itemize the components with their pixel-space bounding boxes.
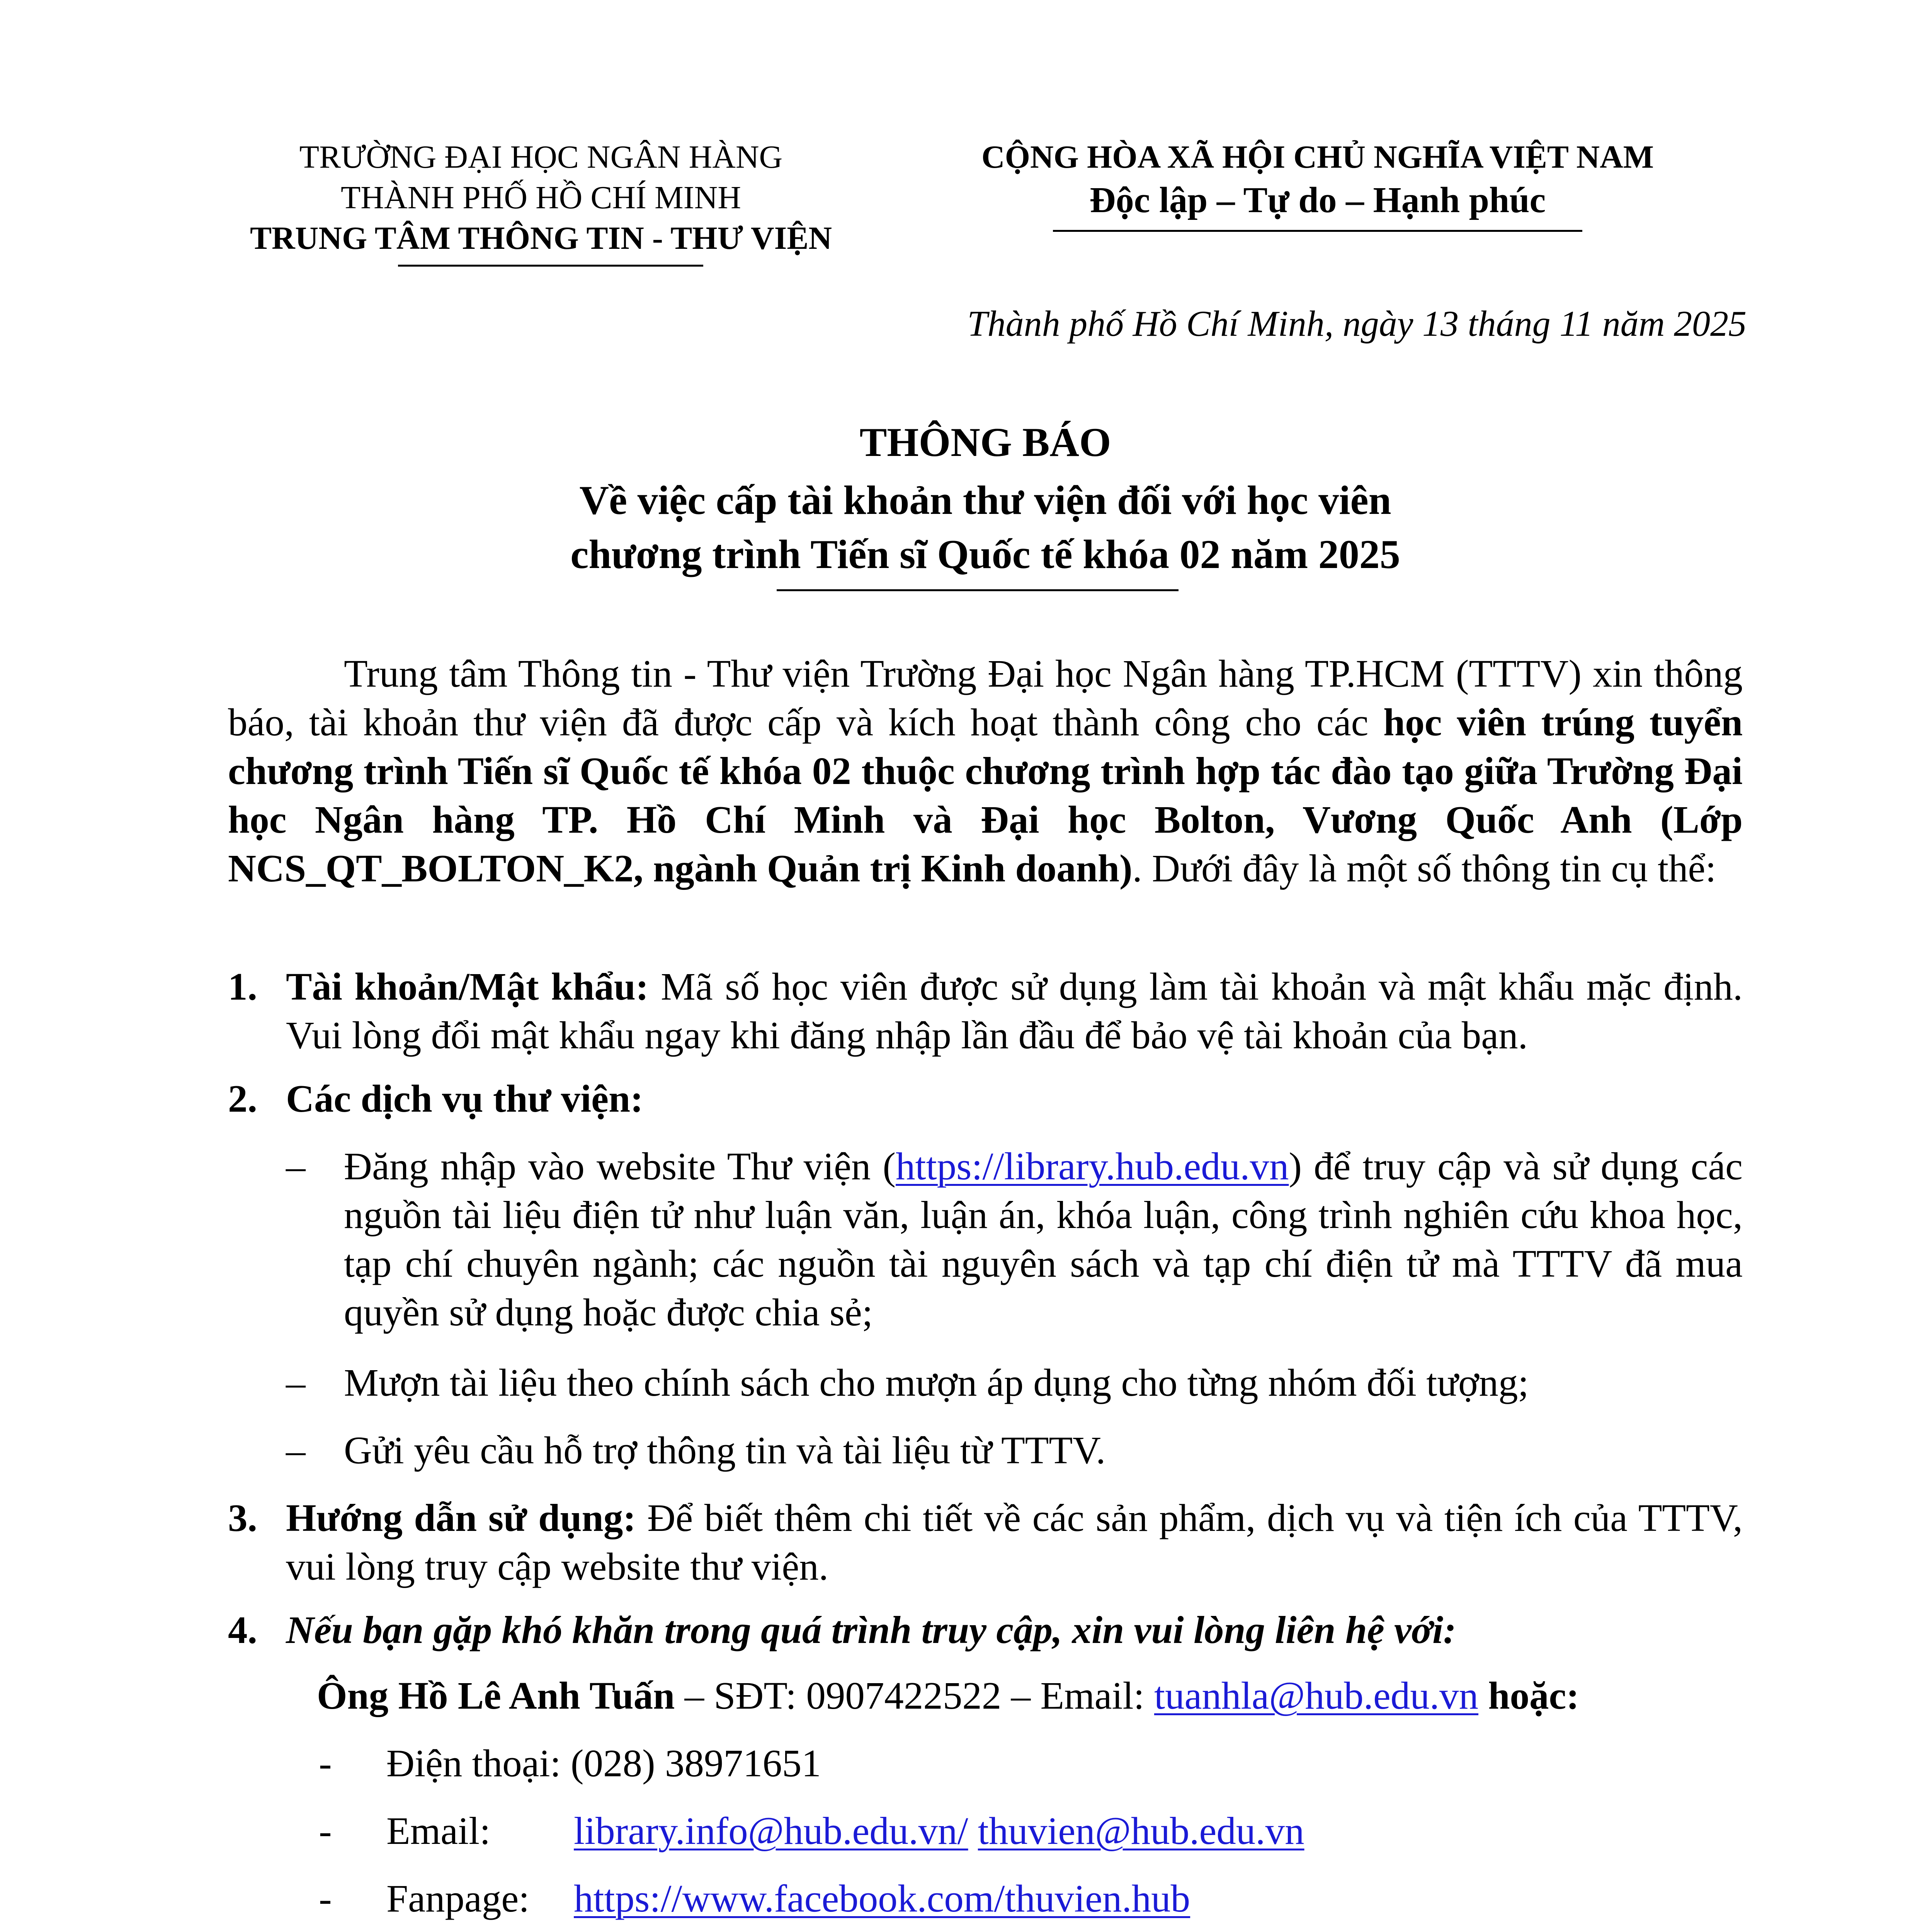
item-1-content: Mã số học viên được sử dụng làm tài khoản và mật khẩu mặc định. Vui lòng đổi mật khẩu ngay khi đăng nhập lần đầu để bảo vệ tài khoản của bạn. [286,965,1743,1057]
contact-name: Ông Hồ Lê Anh Tuấn [317,1674,675,1717]
intro-text-2: . Dưới đây là một số thông tin cụ thể: [1132,847,1716,890]
phone-line: Điện thoại: (028) 38971651 [386,1742,821,1785]
item-3-content: Để biết thêm chi tiết về các sản phẩm, dịch vụ và tiện ích của TTTV, vui lòng truy cập website thư viện. [286,1496,1743,1588]
contact-or: hoặc: [1478,1674,1579,1717]
title-divider [777,589,1179,591]
national-title: CỘNG HÒA XÃ HỘI CHỦ NGHĨA VIỆT NAM [981,139,1654,175]
intro-paragraph [228,649,1743,893]
fanpage-bullet: - [319,1877,332,1920]
sub-item-1-text-a: Đăng nhập vào website Thư viện ( [344,1145,896,1188]
department-name: TRUNG TÂM THÔNG TIN - THƯ VIỆN [250,220,832,256]
document-subtitle-line1: Về việc cấp tài khoản thư viện đối với học viên [579,478,1391,523]
sub-item-1-text-b: ) để truy cập và sử dụng các nguồn tài liệu điện tử như luận văn, luận án, khóa luận, công trình nghiên cứu khoa học, tạp chí chuyên ngành; các nguồn tài nguyên sách và tạp chí điện tử mà TTTV đã mua quyền sử dụng hoặc được chia sẻ; [344,1145,1743,1334]
sub-item-2-dash: – [286,1361,306,1404]
contact-sdt-label: – SĐT [675,1674,786,1717]
date-line: Thành phố Hồ Chí Minh, ngày 13 tháng 11 năm 2025 [967,304,1747,344]
contact-sdt-value: : 0907422522 – Email: [786,1674,1154,1717]
school-name-line2: THÀNH PHỐ HỒ CHÍ MINH [341,180,741,216]
intro-text-bold: học viên trúng tuyển chương trình Tiến sĩ Quốc tế khóa 02 thuộc chương trình hợp tác đào tạo giữa Trường Đại học Ngân hàng TP. Hồ Chí Minh và Đại học Bolton, Vương Quốc Anh (Lớp NCS_QT_BOLTON_K2, ngành Quản trị Kinh doanh) [228,701,1743,890]
item-4-text: Nếu bạn gặp khó khăn trong quá trình truy cập, xin vui lòng liên hệ với: [286,1608,1456,1651]
header-left-divider [398,265,703,267]
document-title: THÔNG BÁO [859,420,1111,465]
national-motto: Độc lập – Tự do – Hạnh phúc [1089,180,1546,220]
email-label: Email: [386,1809,491,1852]
header-right-divider [1053,230,1582,232]
item-3-text [286,1493,1743,1591]
item-2-label: Các dịch vụ thư viện: [286,1077,643,1120]
library-info-email-link[interactable]: library.info@hub.edu.vn/ [574,1809,968,1852]
school-name-line1: TRƯỜNG ĐẠI HỌC NGÂN HÀNG [299,139,783,175]
thuvien-email-link[interactable]: thuvien@hub.edu.vn [978,1809,1304,1852]
email-links [574,1806,1733,1855]
sub-item-3-dash: – [286,1429,306,1472]
item-1-label: Tài khoản/Mật khẩu: [286,965,649,1008]
item-1-text [286,962,1743,1060]
sub-item-1-dash: – [286,1145,306,1188]
fanpage-container [574,1874,1733,1923]
sub-item-2: Mượn tài liệu theo chính sách cho mượn áp dụng cho từng nhóm đối tượng; [344,1361,1529,1404]
item-1-number: 1. [228,965,257,1008]
item-3-number: 3. [228,1496,257,1539]
fanpage-label: Fanpage: [386,1877,530,1920]
email-bullet: - [319,1809,332,1852]
contact-email-link[interactable]: tuanhla@hub.edu.vn [1154,1674,1479,1717]
sub-item-3: Gửi yêu cầu hỗ trợ thông tin và tài liệu từ TTTV. [344,1429,1106,1472]
sub-item-1 [344,1142,1743,1337]
item-2-number: 2. [228,1077,257,1120]
phone-bullet: - [319,1742,332,1785]
fanpage-link[interactable]: https://www.facebook.com/thuvien.hub [574,1877,1190,1920]
contact-line [317,1671,1747,1720]
library-website-link[interactable]: https://library.hub.edu.vn [896,1145,1289,1188]
item-3-label: Hướng dẫn sử dụng: [286,1496,636,1539]
intro-text-1: Trung tâm Thông tin - Thư viện Trường Đại học Ngân hàng TP.HCM (TTTV) xin thông báo, tài khoản thư viện đã được cấp và kích hoạt thành công cho các [228,652,1743,744]
document-subtitle-line2: chương trình Tiến sĩ Quốc tế khóa 02 năm 2025 [570,532,1400,577]
item-4-number: 4. [228,1608,257,1651]
